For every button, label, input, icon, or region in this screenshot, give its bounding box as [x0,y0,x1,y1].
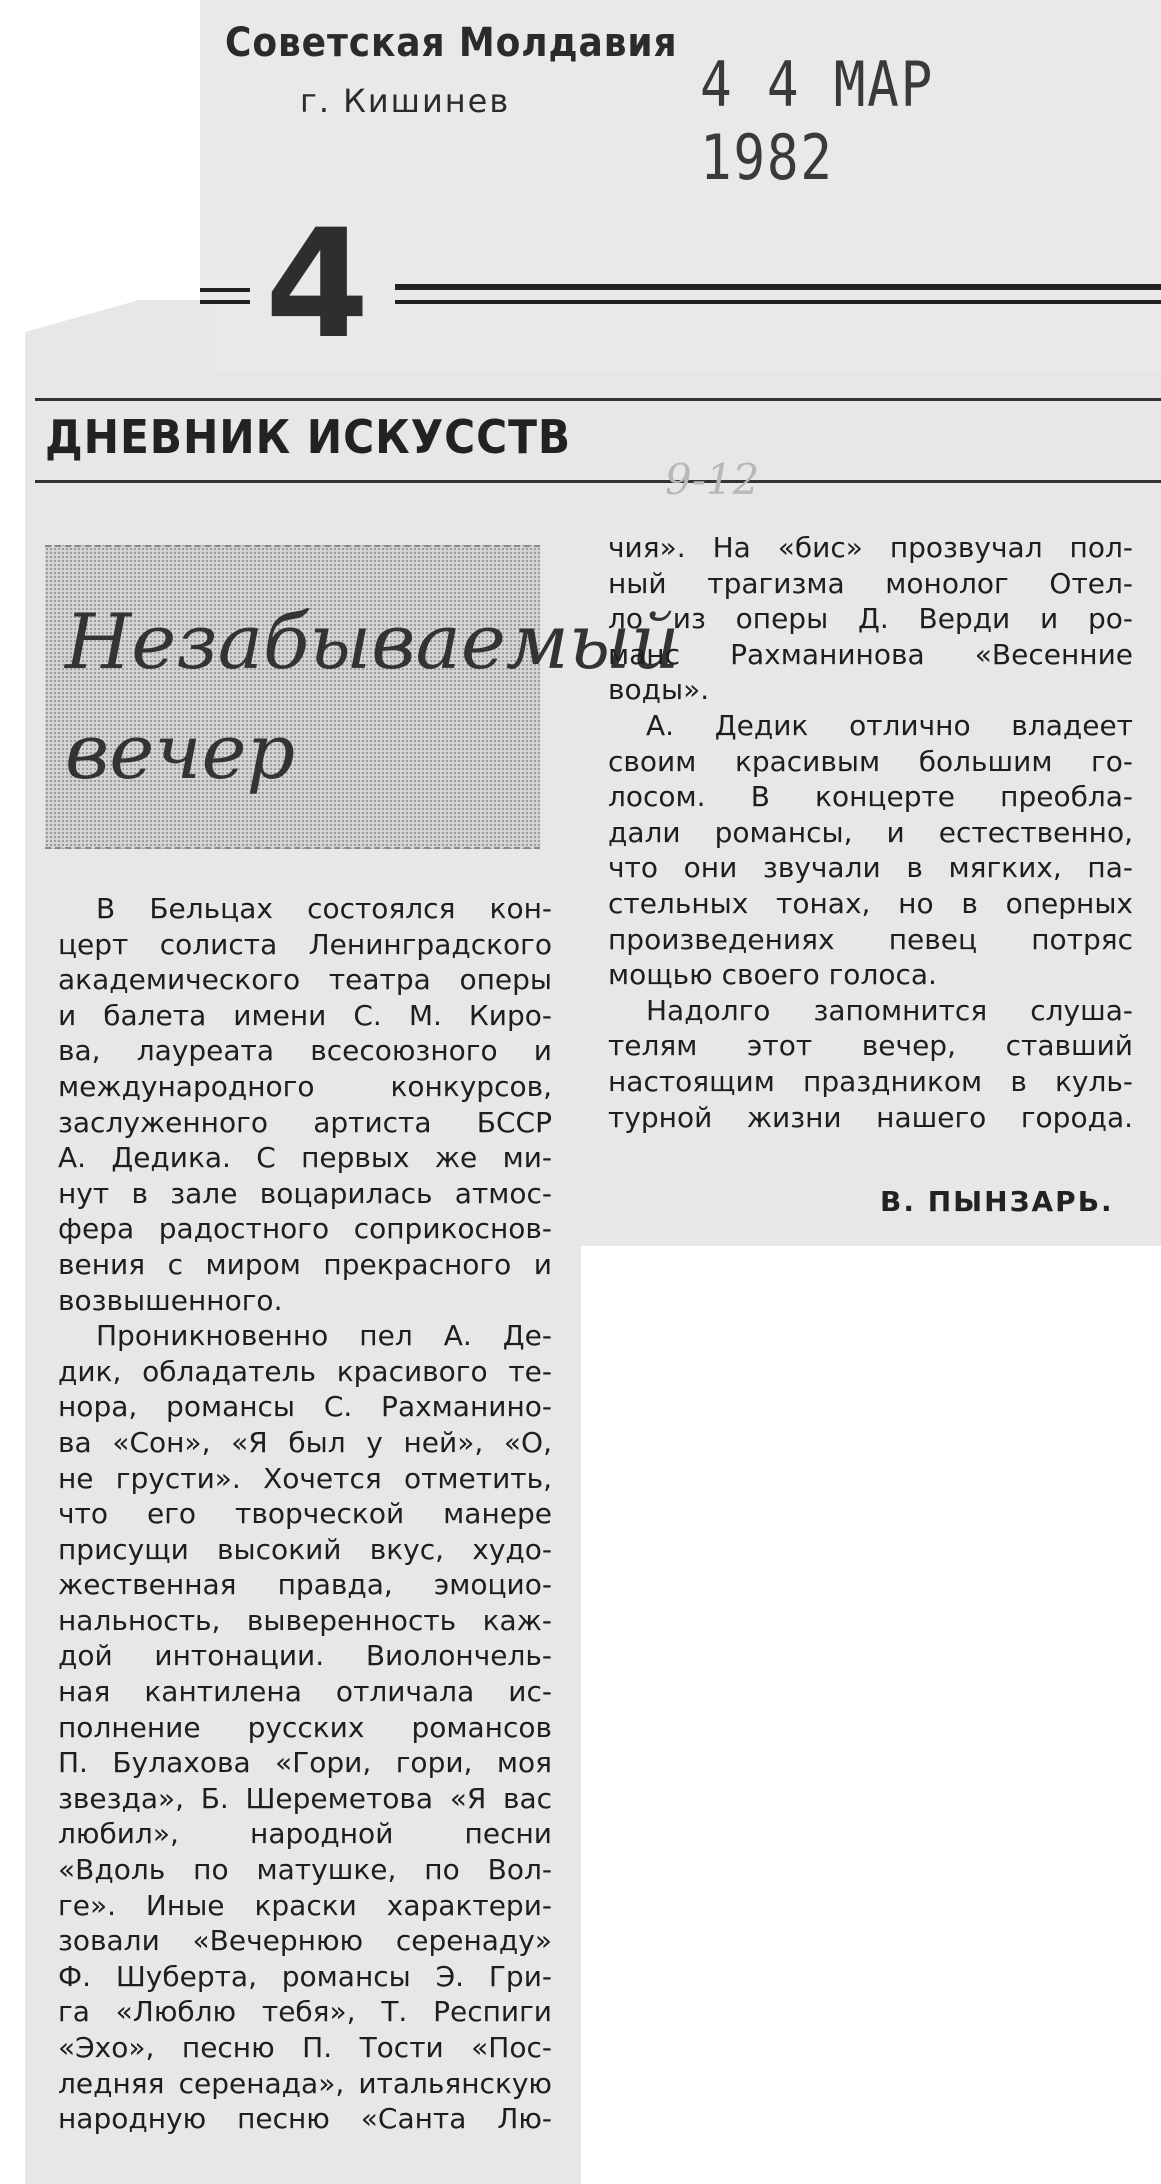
text-line: произведениях певец потряс [608,922,1133,956]
text-line: любил», народной песни [58,1817,552,1851]
text-line: А. Дедик отлично владеет [646,708,1133,742]
text-line: Надолго запомнится слуша- [646,993,1133,1027]
clipping-torn-edge [25,300,215,380]
text-line: Проникновенно пел А. Де- [96,1319,552,1353]
text-line: вения с миром прекрасного и [58,1247,552,1281]
text-line: полнение русских романсов [58,1710,552,1744]
text-line: нут в зале воцарилась атмос- [58,1176,552,1210]
text-line: Ф. Шуберта, романсы Э. Гри- [58,1959,552,1993]
text-line: дик, обладатель красивого те- [58,1354,552,1388]
text-line: нора, романсы С. Рахманино- [58,1390,552,1424]
page-number-rule-left [200,288,250,292]
article-left-column [58,891,552,2137]
text-line: «Эхо», песню П. Тости «Пос- [58,2031,552,2064]
text-line: своим красивым большим го- [608,744,1133,778]
text-line: дали романсы, и естественно, [608,815,1133,849]
headline-line-1: Незабываемый [65,597,680,686]
section-rule-bottom [35,480,1161,483]
text-line: что они звучали в мягких, па- [608,851,1133,885]
text-line: жественная правда, эмоцио- [58,1568,552,1602]
page-number: 4 [265,198,370,372]
page-number-rule-right [395,284,1161,290]
text-line: мощью своего голоса. [608,958,937,992]
text-line: академического театра оперы [58,963,552,997]
text-line: ледняя серенада», итальянскую [58,2066,552,2100]
text-line: народную песню «Санта Лю- [58,2102,552,2136]
text-line: турной жизни нашего города. [608,1100,1133,1134]
text-line: га «Люблю тебя», Т. Респиги [58,1995,552,2029]
text-line: ге». Иные краски характери- [58,1888,552,1922]
text-line: не грусти». Хочется отметить, [58,1461,552,1495]
text-line: присущи высокий вкус, худо- [58,1532,552,1566]
text-line: возвышенного. [58,1283,283,1317]
headline-line-2: вечер [65,707,296,796]
text-line: зовали «Вечернюю серенаду» [58,1924,552,1958]
text-line: фера радостного соприкоснов- [58,1212,552,1246]
article-right-column [608,530,1133,1135]
text-line: В Бельцах состоялся кон- [96,892,552,925]
text-line: «Вдоль по матушке, по Вол- [58,1853,552,1887]
text-line: ло из оперы Д. Верди и ро- [608,602,1133,636]
stamp-newspaper-name: Советская Молдавия [225,20,678,66]
text-line: нальность, выверенность каж- [58,1603,552,1637]
text-line: ная кантилена отличала ис- [58,1675,552,1709]
stamp-city: г. Кишинев [300,82,511,120]
text-line: настоящим праздником в куль- [608,1064,1133,1098]
text-line: А. Дедика. С первых же ми- [58,1141,552,1175]
byline-author: В. ПЫНЗАРЬ. [880,1185,1114,1218]
text-line: воды». [608,673,710,707]
text-line: звезда», Б. Шереметова «Я вас [58,1781,552,1815]
text-line: стельных тонах, но в оперных [608,886,1133,920]
text-line: ва «Сон», «Я был у ней», «О, [58,1425,552,1459]
text-line: что его творческой манере [58,1497,552,1531]
pencil-note: 9-12 [665,455,760,504]
stamp-date: 4 4 МАР 1982 [700,48,935,194]
section-rule-top [35,398,1161,401]
text-line: и балета имени С. М. Киро- [58,998,552,1032]
text-line: П. Булахова «Гори, гори, моя [58,1746,552,1780]
text-line: ный трагизма монолог Отел- [608,566,1133,600]
text-line: дой интонации. Виолончель- [58,1639,552,1673]
text-line: телям этот вечер, ставший [608,1029,1133,1063]
text-line: лосом. В концерте преобла- [608,780,1133,814]
text-line: манс Рахманинова «Весенние [608,637,1133,671]
text-line: чия». На «бис» прозвучал пол- [608,531,1133,564]
text-line: международного конкурсов, [58,1069,552,1103]
text-line: церт солиста Ленинградского [58,927,552,961]
section-title: ДНЕВНИК ИСКУССТВ [45,410,572,464]
page-number-rule-right-2 [395,300,1161,304]
text-line: ва, лауреата всесоюзного и [58,1034,552,1068]
text-line: заслуженного артиста БССР [58,1105,552,1139]
page-number-rule-left-2 [200,300,250,304]
